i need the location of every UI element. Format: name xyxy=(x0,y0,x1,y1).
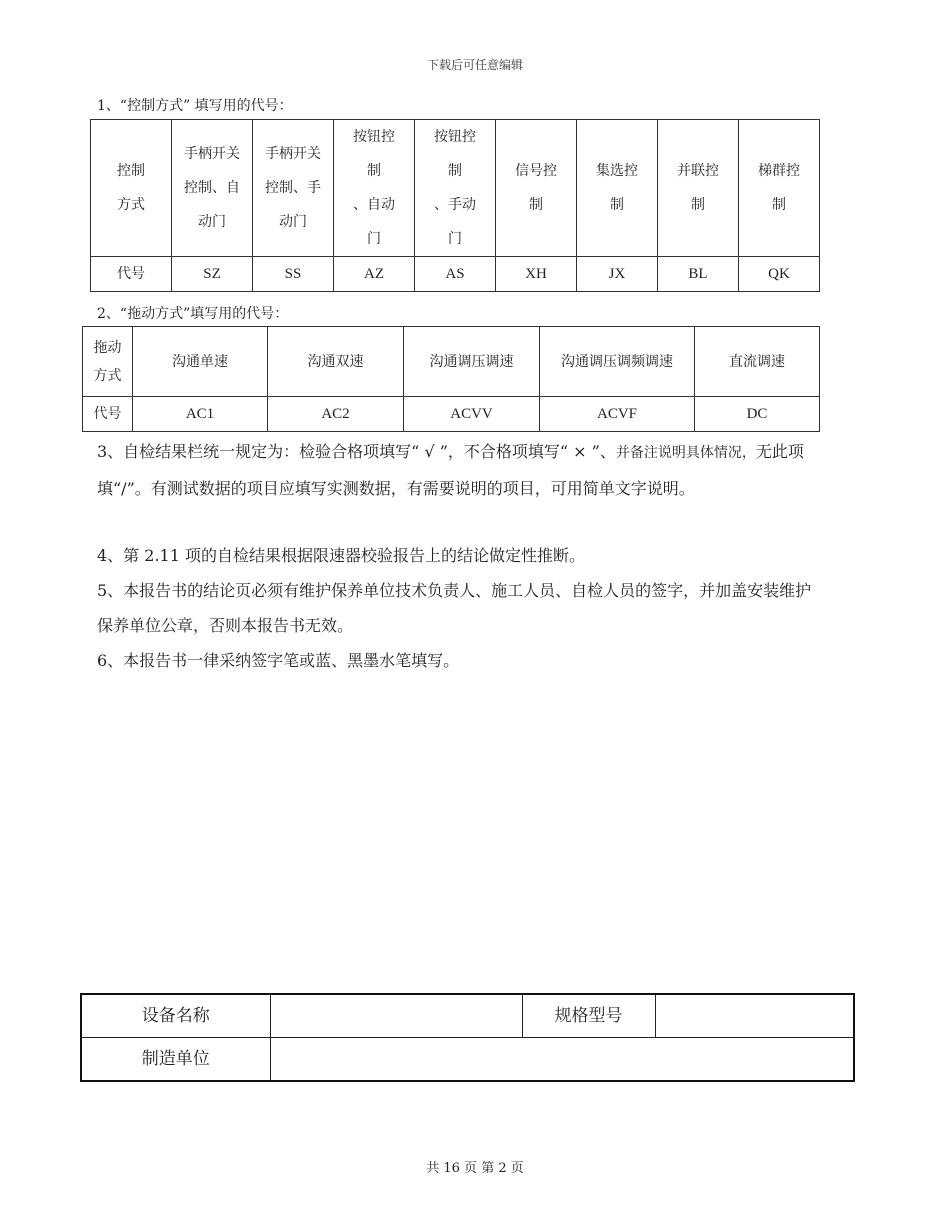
drive-code-cell: ACVF xyxy=(540,397,695,432)
cell-line: 制 xyxy=(610,197,624,213)
control-mode-cell xyxy=(658,120,739,257)
drive-mode-cell: 沟通调压调速 xyxy=(404,327,540,397)
drive-code-header-cell: 代号 xyxy=(83,397,133,432)
cell-line: 门 xyxy=(367,231,381,247)
cell-line: 、自动 xyxy=(353,197,395,213)
cell-line: 拖动 xyxy=(93,339,122,356)
control-code-cell: QK xyxy=(739,257,820,292)
section1-caption: 1、“控制方式” 填写用的代号： xyxy=(97,98,293,114)
page-footer: 共 16 页 第 2 页 xyxy=(426,1161,524,1176)
equipment-row xyxy=(81,994,854,1038)
control-mode-cell xyxy=(172,120,253,257)
note-3-small: 并备注说明 xyxy=(615,445,686,461)
cell-line: 按钮控 xyxy=(353,129,395,145)
drive-mode-cell: 沟通单速 xyxy=(133,327,268,397)
drive-mode-table xyxy=(82,326,820,432)
control-mode-header-line: 方式 xyxy=(117,197,145,213)
note-3-rest: 无此项填“/”。有测试数据的项目应填写实测数据，有需要说明的项目，可用简单文字说明。 xyxy=(97,442,804,498)
note-3-main: 3、自检结果栏统一规定为：检验合格项填写“ √ ”，不合格项填写“ × ”、 xyxy=(97,442,616,461)
control-code-cell: AS xyxy=(415,257,496,292)
section2-caption: 2、“拖动方式”填写用的代号： xyxy=(97,306,289,322)
control-mode-cell xyxy=(334,120,415,257)
control-code-cell: BL xyxy=(658,257,739,292)
control-mode-header-cell xyxy=(91,120,172,257)
cell-line: 动门 xyxy=(279,214,307,230)
control-code-cell: SS xyxy=(253,257,334,292)
note-3-small: 具体情况， xyxy=(685,445,756,461)
cell-line: 控制、自 xyxy=(184,180,240,196)
cell-line: 动门 xyxy=(198,214,226,230)
equipment-name-field[interactable] xyxy=(270,994,522,1038)
control-code-cell: XH xyxy=(496,257,577,292)
control-code-row xyxy=(91,257,820,292)
note-3 xyxy=(97,434,817,506)
equipment-model-field[interactable] xyxy=(655,994,854,1038)
drive-mode-cell: 直流调速 xyxy=(695,327,820,397)
cell-line: 集选控 xyxy=(596,163,638,179)
page-header-note: 下载后可任意编辑 xyxy=(426,58,523,72)
drive-mode-cell: 沟通双速 xyxy=(268,327,404,397)
manufacturer-row xyxy=(81,1038,854,1082)
drive-mode-cell: 沟通调压调频调速 xyxy=(540,327,695,397)
drive-code-cell: AC1 xyxy=(133,397,268,432)
control-mode-cell xyxy=(496,120,577,257)
drive-code-cell: AC2 xyxy=(268,397,404,432)
control-mode-cell xyxy=(577,120,658,257)
cell-line: 制 xyxy=(367,163,381,179)
manufacturer-field[interactable] xyxy=(270,1038,854,1082)
cell-line: 制 xyxy=(772,197,786,213)
equipment-model-label: 规格型号 xyxy=(522,994,655,1038)
control-code-cell: SZ xyxy=(172,257,253,292)
cell-line: 手柄开关 xyxy=(184,146,240,162)
cell-line: 制 xyxy=(529,197,543,213)
cell-line: 并联控 xyxy=(677,163,719,179)
note-5: 5、本报告书的结论页必须有维护保养单位技术负责人、施工人员、自检人员的签字，并加盖安装维护保养单位公章，否则本报告书无效。 xyxy=(97,581,812,635)
cell-line: 手柄开关 xyxy=(265,146,321,162)
control-mode-cell xyxy=(739,120,820,257)
control-code-cell: AZ xyxy=(334,257,415,292)
manufacturer-label: 制造单位 xyxy=(81,1038,270,1082)
cell-line: 梯群控 xyxy=(758,163,800,179)
note-6: 6、本报告书一律采纳签字笔或蓝、黑墨水笔填写。 xyxy=(97,651,460,670)
control-mode-row xyxy=(91,120,820,257)
cell-line: 门 xyxy=(448,231,462,247)
note-4: 4、第 2.11 项的自检结果根据限速器校验报告上的结论做定性推断。 xyxy=(97,546,585,565)
cell-line: 制 xyxy=(691,197,705,213)
cell-line: 控制、手 xyxy=(265,180,321,196)
control-mode-header-line: 控制 xyxy=(117,163,145,179)
control-mode-cell xyxy=(415,120,496,257)
cell-line: 方式 xyxy=(93,367,122,384)
cell-line: 按钮控 xyxy=(434,129,476,145)
cell-line: 制 xyxy=(448,163,462,179)
drive-code-cell: ACVV xyxy=(404,397,540,432)
drive-code-cell: DC xyxy=(695,397,820,432)
control-code-cell: JX xyxy=(577,257,658,292)
drive-mode-header-cell xyxy=(83,327,133,397)
control-code-header-cell: 代号 xyxy=(91,257,172,292)
equipment-name-label: 设备名称 xyxy=(81,994,270,1038)
drive-code-row xyxy=(83,397,820,432)
equipment-info-table xyxy=(80,993,855,1082)
cell-line: 、手动 xyxy=(434,197,476,213)
control-mode-cell xyxy=(253,120,334,257)
control-mode-table xyxy=(90,119,820,292)
cell-line: 信号控 xyxy=(515,163,557,179)
drive-mode-row xyxy=(83,327,820,397)
